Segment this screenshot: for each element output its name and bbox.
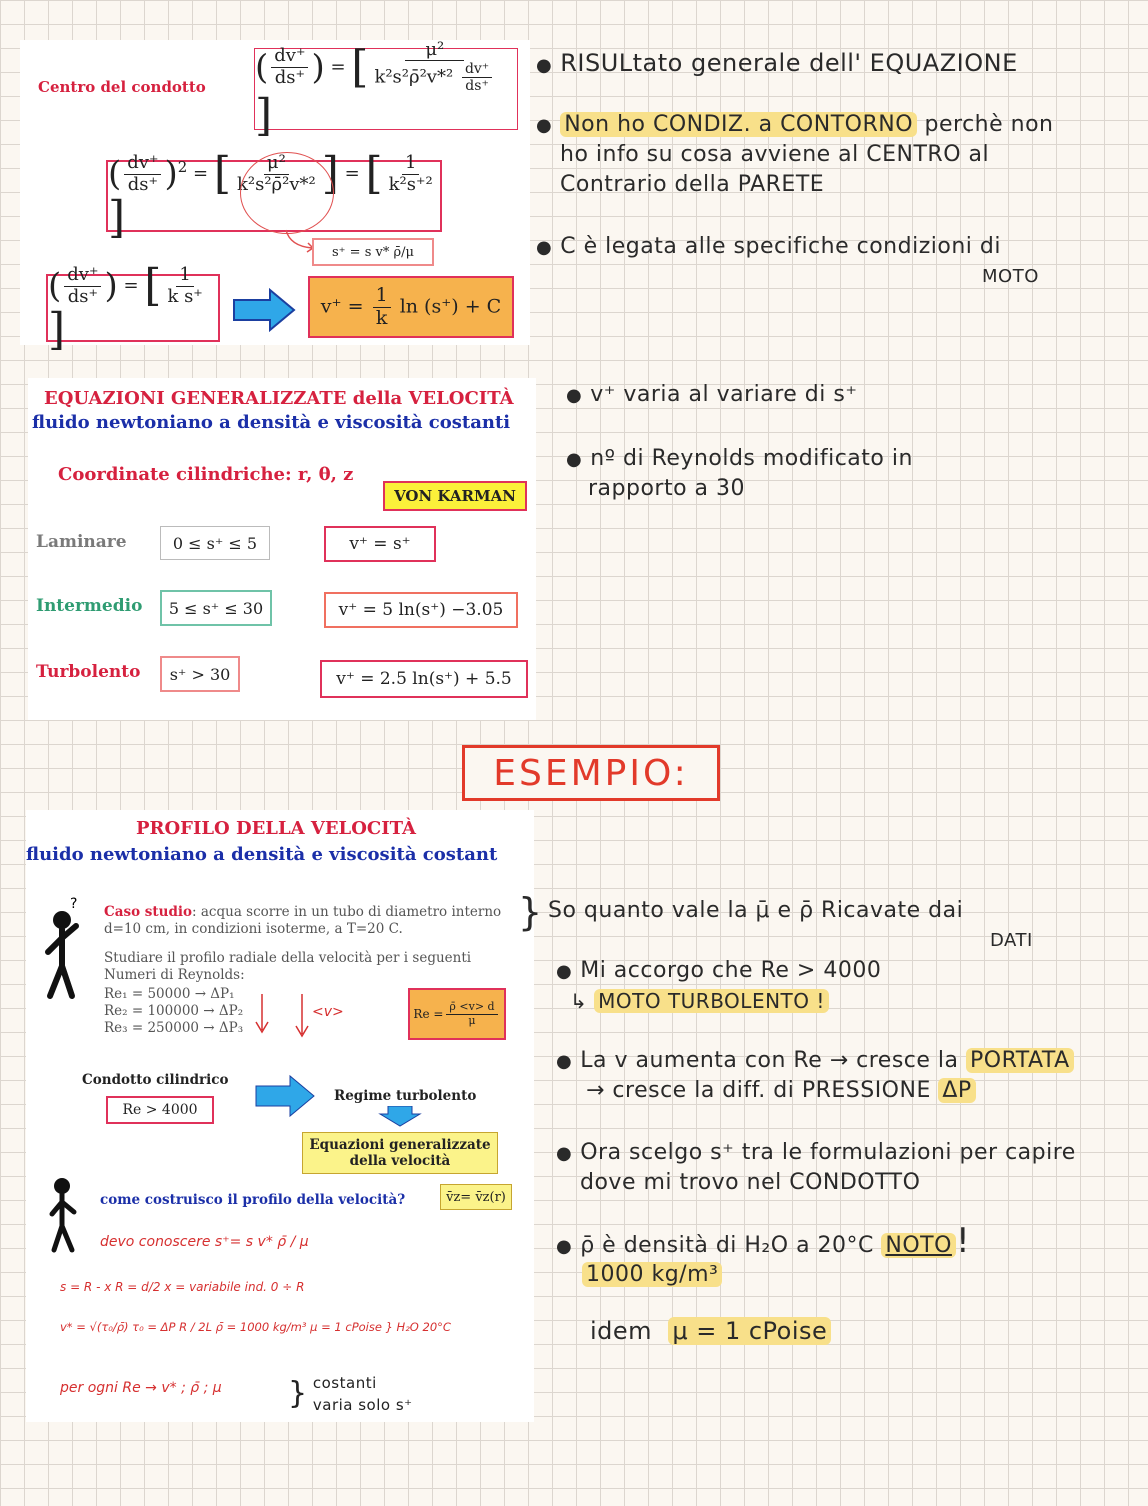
regime-label: Regime turbolento [334,1088,477,1104]
note-rho-val: 1000 kg/m³ [582,1260,722,1290]
down-arrow-icon [378,1106,422,1128]
note-moto: MOTO [982,266,1039,287]
caso-studio-text: Caso studio: acqua scorre in un tubo di diametro interno d=10 cm, in condizioni isoterme, a T=20 C. [104,904,502,937]
note-la-v: ● La v aumenta con Re → cresce la PORTATA [556,1046,1074,1077]
note-info: ho info su cosa avviene al CENTRO al [560,142,990,167]
row-intermedio-range: 5 ≤ s⁺ ≤ 30 [160,590,272,626]
re-gt-box: Re > 4000 [106,1096,214,1124]
equation-centro: ( $\frac{dv^+}{ds^+}$ ) = [ μ² k²s²ρ̄²v*² $\frac{dv^+}{ds^+}$ ] [254,48,518,130]
row-turbolento-eq: v⁺ = 2.5 ln(s⁺) + 5.5 [320,660,528,698]
vz-box: v̄z= v̄z(r) [440,1184,512,1210]
row-laminare-eq: v⁺ = s⁺ [324,526,436,562]
eq-gen-box: Equazioni generalizzate della velocità [302,1132,498,1174]
centro-label: Centro del condotto [38,78,206,96]
hand-line-4: per ogni Re → v* ; ρ̄ ; μ [60,1380,222,1396]
svg-text:?: ? [70,896,78,912]
hand-line-3: v* = √(τ₀/ρ̄) τ₀ = ΔP R / 2L ρ̄ = 1000 kg/m³ μ = 1 cPoise } H₂O 20°C [60,1320,451,1334]
reynolds-item: Re₁ = 50000 → ΔP₁ [104,986,235,1002]
hand-costanti: } costanti varia solo s⁺ [288,1374,413,1414]
note-risultato: ● RISULtato generale dell' EQUAZIONE [536,49,1018,77]
note-mi-accorgo: ● Mi accorgo che Re > 4000 [556,958,882,983]
esempio-heading: ESEMPIO: [462,745,720,801]
row-intermedio-eq: v⁺ = 5 ln(s⁺) −3.05 [324,592,518,628]
note-c-legata: ● C è legata alle specifiche condizioni di [536,234,1001,259]
come-label: come costruisco il profilo della velocità? [100,1192,406,1208]
profile-card [26,810,534,1422]
note-vplus: ● v⁺ varia al variare di s⁺ [566,382,858,407]
splus-definition: s⁺ = s v* ρ̄/μ [312,238,434,266]
reynolds-item: Re₂ = 100000 → ΔP₂ [104,1003,244,1019]
equation-squared: ( $\frac{dv^+}{ds^+}$ )$^2$ = [ $\frac{\text{μ²}}{\text{k²s²ρ̄²v*²}}$ ] = [ $\frac{1}{\text{k²s⁺²}}$ ] [106,160,442,232]
von-karman-badge: VON KARMAN [383,481,527,511]
re-hand-note: <v> [312,1004,344,1020]
row-turbolento-name: Turbolento [36,662,141,682]
top-equation-card [20,38,530,355]
vel-title-2: fluido newtoniano a densità e viscosità costanti [32,412,511,433]
right-arrow-icon [232,288,296,332]
note-brace: } [518,890,543,934]
circle-annotation [240,152,334,234]
hand-line-1: devo conoscere s⁺= s v* ρ̄ / μ [100,1234,309,1250]
row-intermedio-name: Intermedio [36,596,143,616]
note-dove: dove mi trovo nel CONDOTTO [580,1170,921,1195]
row-turbolento-range: s⁺ > 30 [160,656,240,692]
right-arrow-icon [254,1074,316,1118]
thinking-figure-icon [40,896,90,1006]
note-condiz: ● Non ho CONDIZ. a CONTORNO perchè non [536,112,1054,137]
velocity-equations-card [28,378,536,720]
reynolds-item: Re₃ = 250000 → ΔP₃ [104,1020,244,1036]
profile-title-1: PROFILO DELLA VELOCITÀ [136,818,416,839]
note-rapporto: rapporto a 30 [588,476,746,501]
reynolds-list [104,986,243,1037]
condotto-label: Condotto cilindrico [82,1072,229,1088]
profile-title-2: fluido newtoniano a densità e viscosità costant [26,844,498,865]
row-laminare-name: Laminare [36,532,127,552]
hand-line-2: s = R - x R = d/2 x = variabile ind. 0 ÷ R [60,1280,305,1294]
note-cresce-pressione: → cresce la diff. di PRESSIONE ΔP [586,1076,976,1106]
coords-label: Coordinate cilindriche: r, θ, z [58,464,354,485]
note-reynolds: ● nº di Reynolds modificato in [566,446,913,471]
re-formula-box: Re = $\frac{\rhō <v> d}{\mu}$ [408,988,506,1040]
note-ora: ● Ora scelgo s⁺ tra le formulazioni per capire [556,1140,1076,1165]
figure-icon [46,1174,82,1254]
note-idem: idem μ = 1 cPoise [590,1316,831,1346]
result-equation: v⁺ = $\frac{1}{k}$ ln (s⁺) + C [308,276,514,338]
note-rho: ● ρ̄ è densità di H₂O a 20°C NOTO ! [556,1221,971,1261]
note-dati: DATI [990,930,1033,951]
studiare-text: Studiare il profilo radiale della velocità per i seguenti Numeri di Reynolds: [104,950,472,983]
note-moto-turb: ↳ MOTO TURBOLENTO ! [570,986,829,1016]
note-contrario: Contrario della PARETE [560,172,825,197]
equation-linear: ( $\frac{dv^+}{ds^+}$ ) = [ $\frac{1}{\text{k s⁺}}$ ] [46,274,220,342]
vel-title-1: EQUAZIONI GENERALIZZATE della VELOCITÀ [44,388,514,409]
row-laminare-range: 0 ≤ s⁺ ≤ 5 [160,526,270,560]
note-so-quanto: So quanto vale la μ̄ e ρ̄ Ricavate dai [548,898,964,923]
